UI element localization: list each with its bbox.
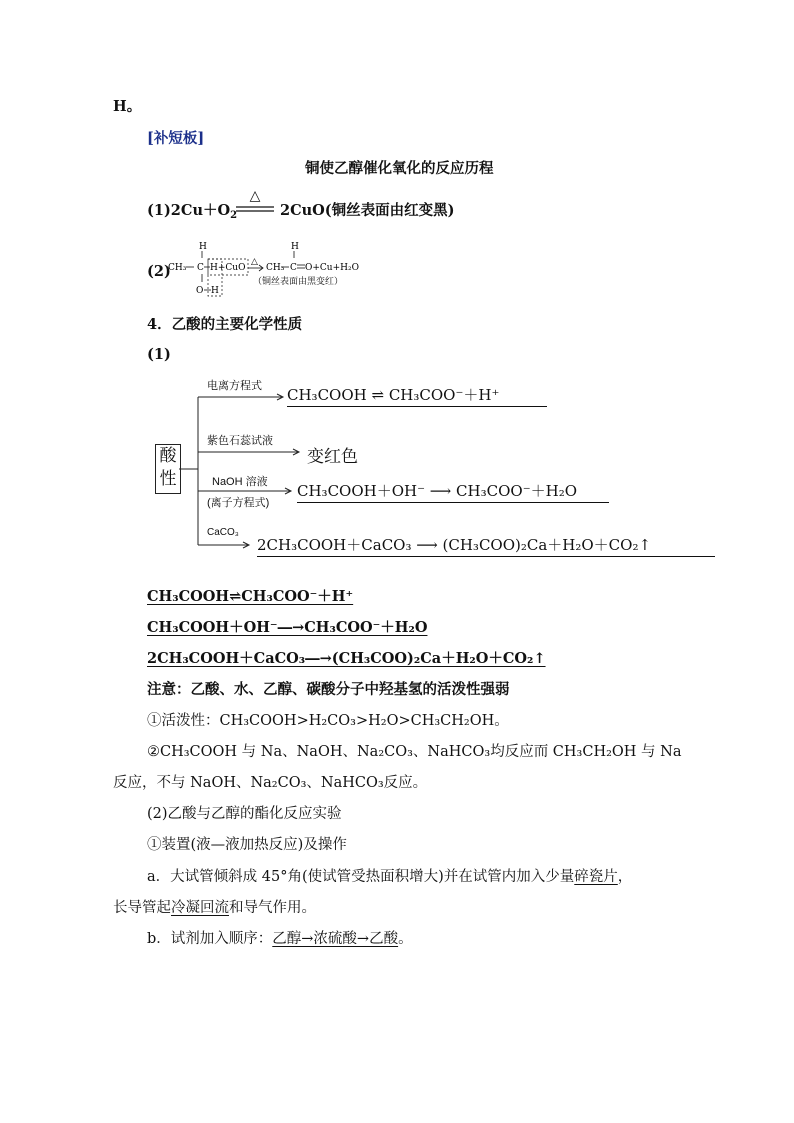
section-4-title: 4．乙酸的主要化学性质 xyxy=(147,316,303,333)
svg-text:CH₃: CH₃ xyxy=(266,263,285,273)
branch-2-result: 变红色 xyxy=(307,447,358,467)
svg-text:C: C xyxy=(197,263,204,273)
equals-arrow-1 xyxy=(236,205,274,213)
branch-4-equation: 2CH₃COOH＋CaCO₃ ⟶ (CH₃COO)₂Ca＋H₂O＋CO₂↑ xyxy=(257,534,715,557)
item-a-punct: ， xyxy=(617,869,633,885)
branch-3-sublabel: (离子方程式) xyxy=(207,497,270,509)
item-a2-answer: 冷凝回流 xyxy=(171,900,229,916)
answer-1: CH₃COOH⇌CH₃COO⁻＋H⁺ xyxy=(147,588,354,605)
reaction-step-1 xyxy=(147,202,237,220)
sub-1-label: (1) xyxy=(147,346,171,363)
svg-text:H: H xyxy=(211,286,219,296)
step1-product: 2CuO(铜丝表面由红变黑) xyxy=(280,202,455,219)
svg-text:O+Cu+H₂O: O+Cu+H₂O xyxy=(305,263,359,273)
svg-text:C: C xyxy=(290,263,297,273)
supplement-tag: [补短板] xyxy=(147,130,205,147)
answer-2: CH₃COOH＋OH⁻―→CH₃COO⁻＋H₂O xyxy=(147,619,428,636)
item-a-cont xyxy=(113,899,316,917)
sub-2-title: (2)乙酸与乙醇的酯化反应实验 xyxy=(147,806,342,822)
branch-1-label: 电离方程式 xyxy=(207,380,262,392)
continued-text: H。 xyxy=(113,98,142,115)
branch-2-label: 紫色石蕊试液 xyxy=(207,435,273,447)
item-a-text: a．大试管倾斜成 45°角(使试管受热面积增大)并在试管内加入少量 xyxy=(147,869,575,885)
answer-3: 2CH₃COOH＋CaCO₃―→(CH₃COO)₂Ca＋H₂O＋CO₂↑ xyxy=(147,650,546,667)
o2-subscript: 2 xyxy=(230,210,238,221)
item-a2-text: 长导管起 xyxy=(113,900,171,916)
item-b-punct: 。 xyxy=(398,931,413,947)
note-title: 注意：乙酸、水、乙醇、碳酸分子中羟基氢的活泼性强弱 xyxy=(147,681,510,698)
branch-3-label: NaOH 溶液 xyxy=(212,476,268,488)
item-b xyxy=(147,930,413,948)
item-a xyxy=(147,868,632,886)
step2-note: （铜丝表面由黑变红） xyxy=(253,277,344,287)
svg-text:CH₃: CH₃ xyxy=(168,263,187,273)
device-title: ①装置(液—液加热反应)及操作 xyxy=(147,837,347,853)
heat-condition-1: △ xyxy=(249,188,261,204)
acidity-box xyxy=(155,444,181,494)
item-a2-post: 和导气作用。 xyxy=(229,900,316,916)
svg-text:△: △ xyxy=(251,257,258,267)
note-2-line-2: 反应，不与 NaOH、Na₂CO₃、NaHCO₃反应。 xyxy=(113,775,428,791)
note-1: ①活泼性：CH₃COOH>H₂CO₃>H₂O>CH₃CH₂OH。 xyxy=(147,713,509,729)
section-title: 铜使乙醇催化氧化的反应历程 xyxy=(305,160,494,177)
svg-text:O: O xyxy=(196,286,204,296)
branch-4-label: CaCO₃ xyxy=(207,527,239,538)
branch-3-equation: CH₃COOH＋OH⁻ ⟶ CH₃COO⁻＋H₂O xyxy=(297,480,609,503)
item-b-text: b．试剂加入顺序： xyxy=(147,931,273,947)
acidity-label: 酸性 xyxy=(159,446,177,489)
tree-connectors xyxy=(179,385,309,550)
item-a-answer: 碎瓷片 xyxy=(574,869,618,885)
branch-1-equation: CH₃COOH ⇌ CH₃COO⁻＋H⁺ xyxy=(287,384,547,407)
svg-text:H+CuO: H+CuO xyxy=(210,263,246,273)
step1-reactants: (1)2Cu＋O xyxy=(147,202,231,219)
item-b-answer: 乙醇→浓硫酸→乙酸 xyxy=(272,931,399,947)
svg-text:H: H xyxy=(291,242,299,252)
note-2-line-1: ②CH₃COOH 与 Na、NaOH、Na₂CO₃、NaHCO₃均反应而 CH₃CH₂OH 与 Na xyxy=(147,744,682,760)
step2-label: (2) xyxy=(147,263,171,280)
svg-text:H: H xyxy=(199,242,207,252)
structural-formula-diagram xyxy=(166,238,366,300)
